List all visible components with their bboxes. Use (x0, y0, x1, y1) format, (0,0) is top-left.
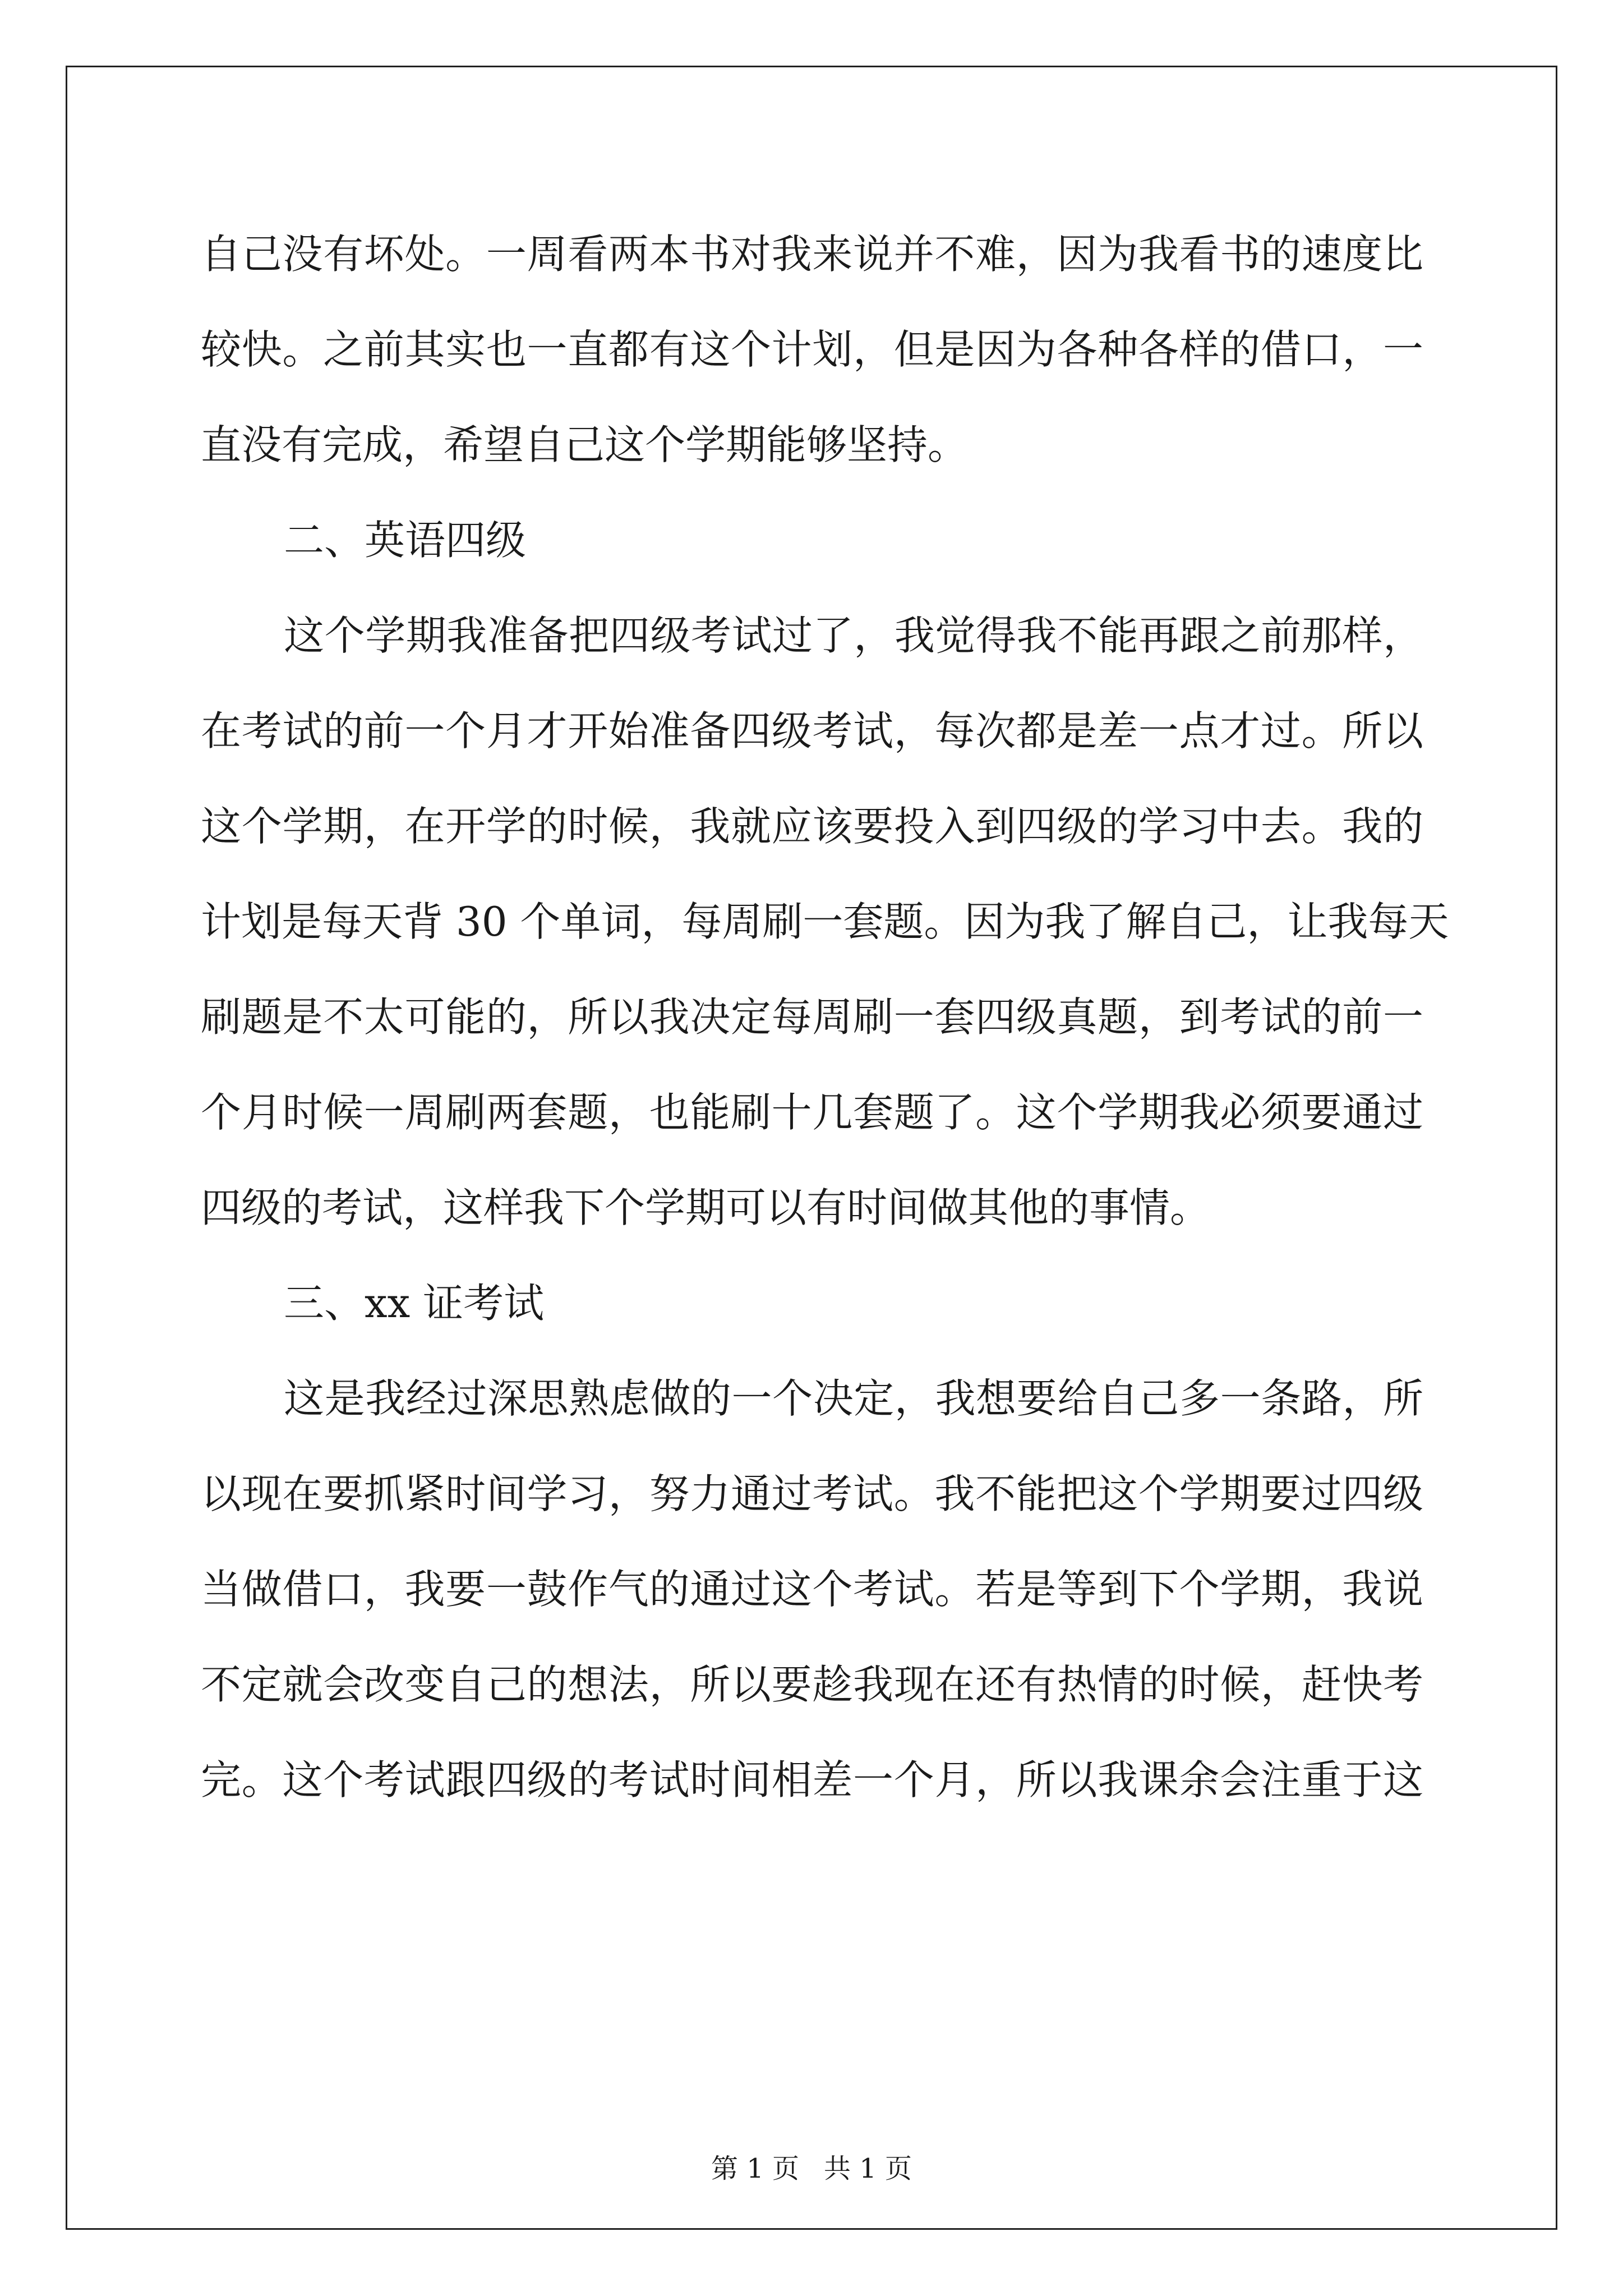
paragraph-line: 这个学期我准备把四级考试过了，我觉得我不能再跟之前那样， (284, 612, 1423, 659)
paragraph-line: 刷题是不太可能的，所以我决定每周刷一套四级真题，到考试的前一 (201, 993, 1423, 1041)
paragraph-line: 当做借口，我要一鼓作气的通过这个考试。若是等到下个学期，我说 (201, 1566, 1423, 1613)
paragraph-line: 这是我经过深思熟虑做的一个决定，我想要给自己多一条路，所 (284, 1375, 1423, 1422)
paragraph-line: 不定就会改变自己的想法，所以要趁我现在还有热情的时候，赶快考 (201, 1661, 1423, 1708)
page-footer (0, 2152, 1623, 2185)
page-number-total: 共 1 页 (824, 2153, 912, 2184)
paragraph-line: 完。这个考试跟四级的考试时间相差一个月，所以我课余会注重于这 (201, 1756, 1423, 1803)
paragraph-line: 这个学期，在开学的时候，我就应该要投入到四级的学习中去。我的 (201, 803, 1423, 850)
paragraph-line: 个月时候一周刷两套题，也能刷十几套题了。这个学期我必须要通过 (201, 1089, 1423, 1136)
paragraph-line: 自己没有坏处。一周看两本书对我来说并不难，因为我看书的速度比 (201, 231, 1423, 278)
section-heading-certificate-exam: 三、xx 证考试 (284, 1280, 545, 1327)
page-number-current: 第 1 页 (711, 2153, 799, 2184)
section-heading-english-cet4: 二、英语四级 (284, 517, 527, 564)
paragraph-line: 四级的考试，这样我下个学期可以有时间做其他的事情。 (201, 1184, 1211, 1231)
paragraph-line: 计划是每天背 30 个单词，每周刷一套题。因为我了解自己，让我每天 (201, 898, 1449, 945)
paragraph-line: 较快。之前其实也一直都有这个计划，但是因为各种各样的借口，一 (201, 326, 1423, 373)
paragraph-line: 在考试的前一个月才开始准备四级考试，每次都是差一点才过。所以 (201, 707, 1423, 754)
document-body (201, 212, 1449, 1833)
paragraph-line: 以现在要抓紧时间学习，努力通过考试。我不能把这个学期要过四级 (201, 1470, 1423, 1517)
paragraph-line: 直没有完成，希望自己这个学期能够坚持。 (201, 421, 969, 468)
